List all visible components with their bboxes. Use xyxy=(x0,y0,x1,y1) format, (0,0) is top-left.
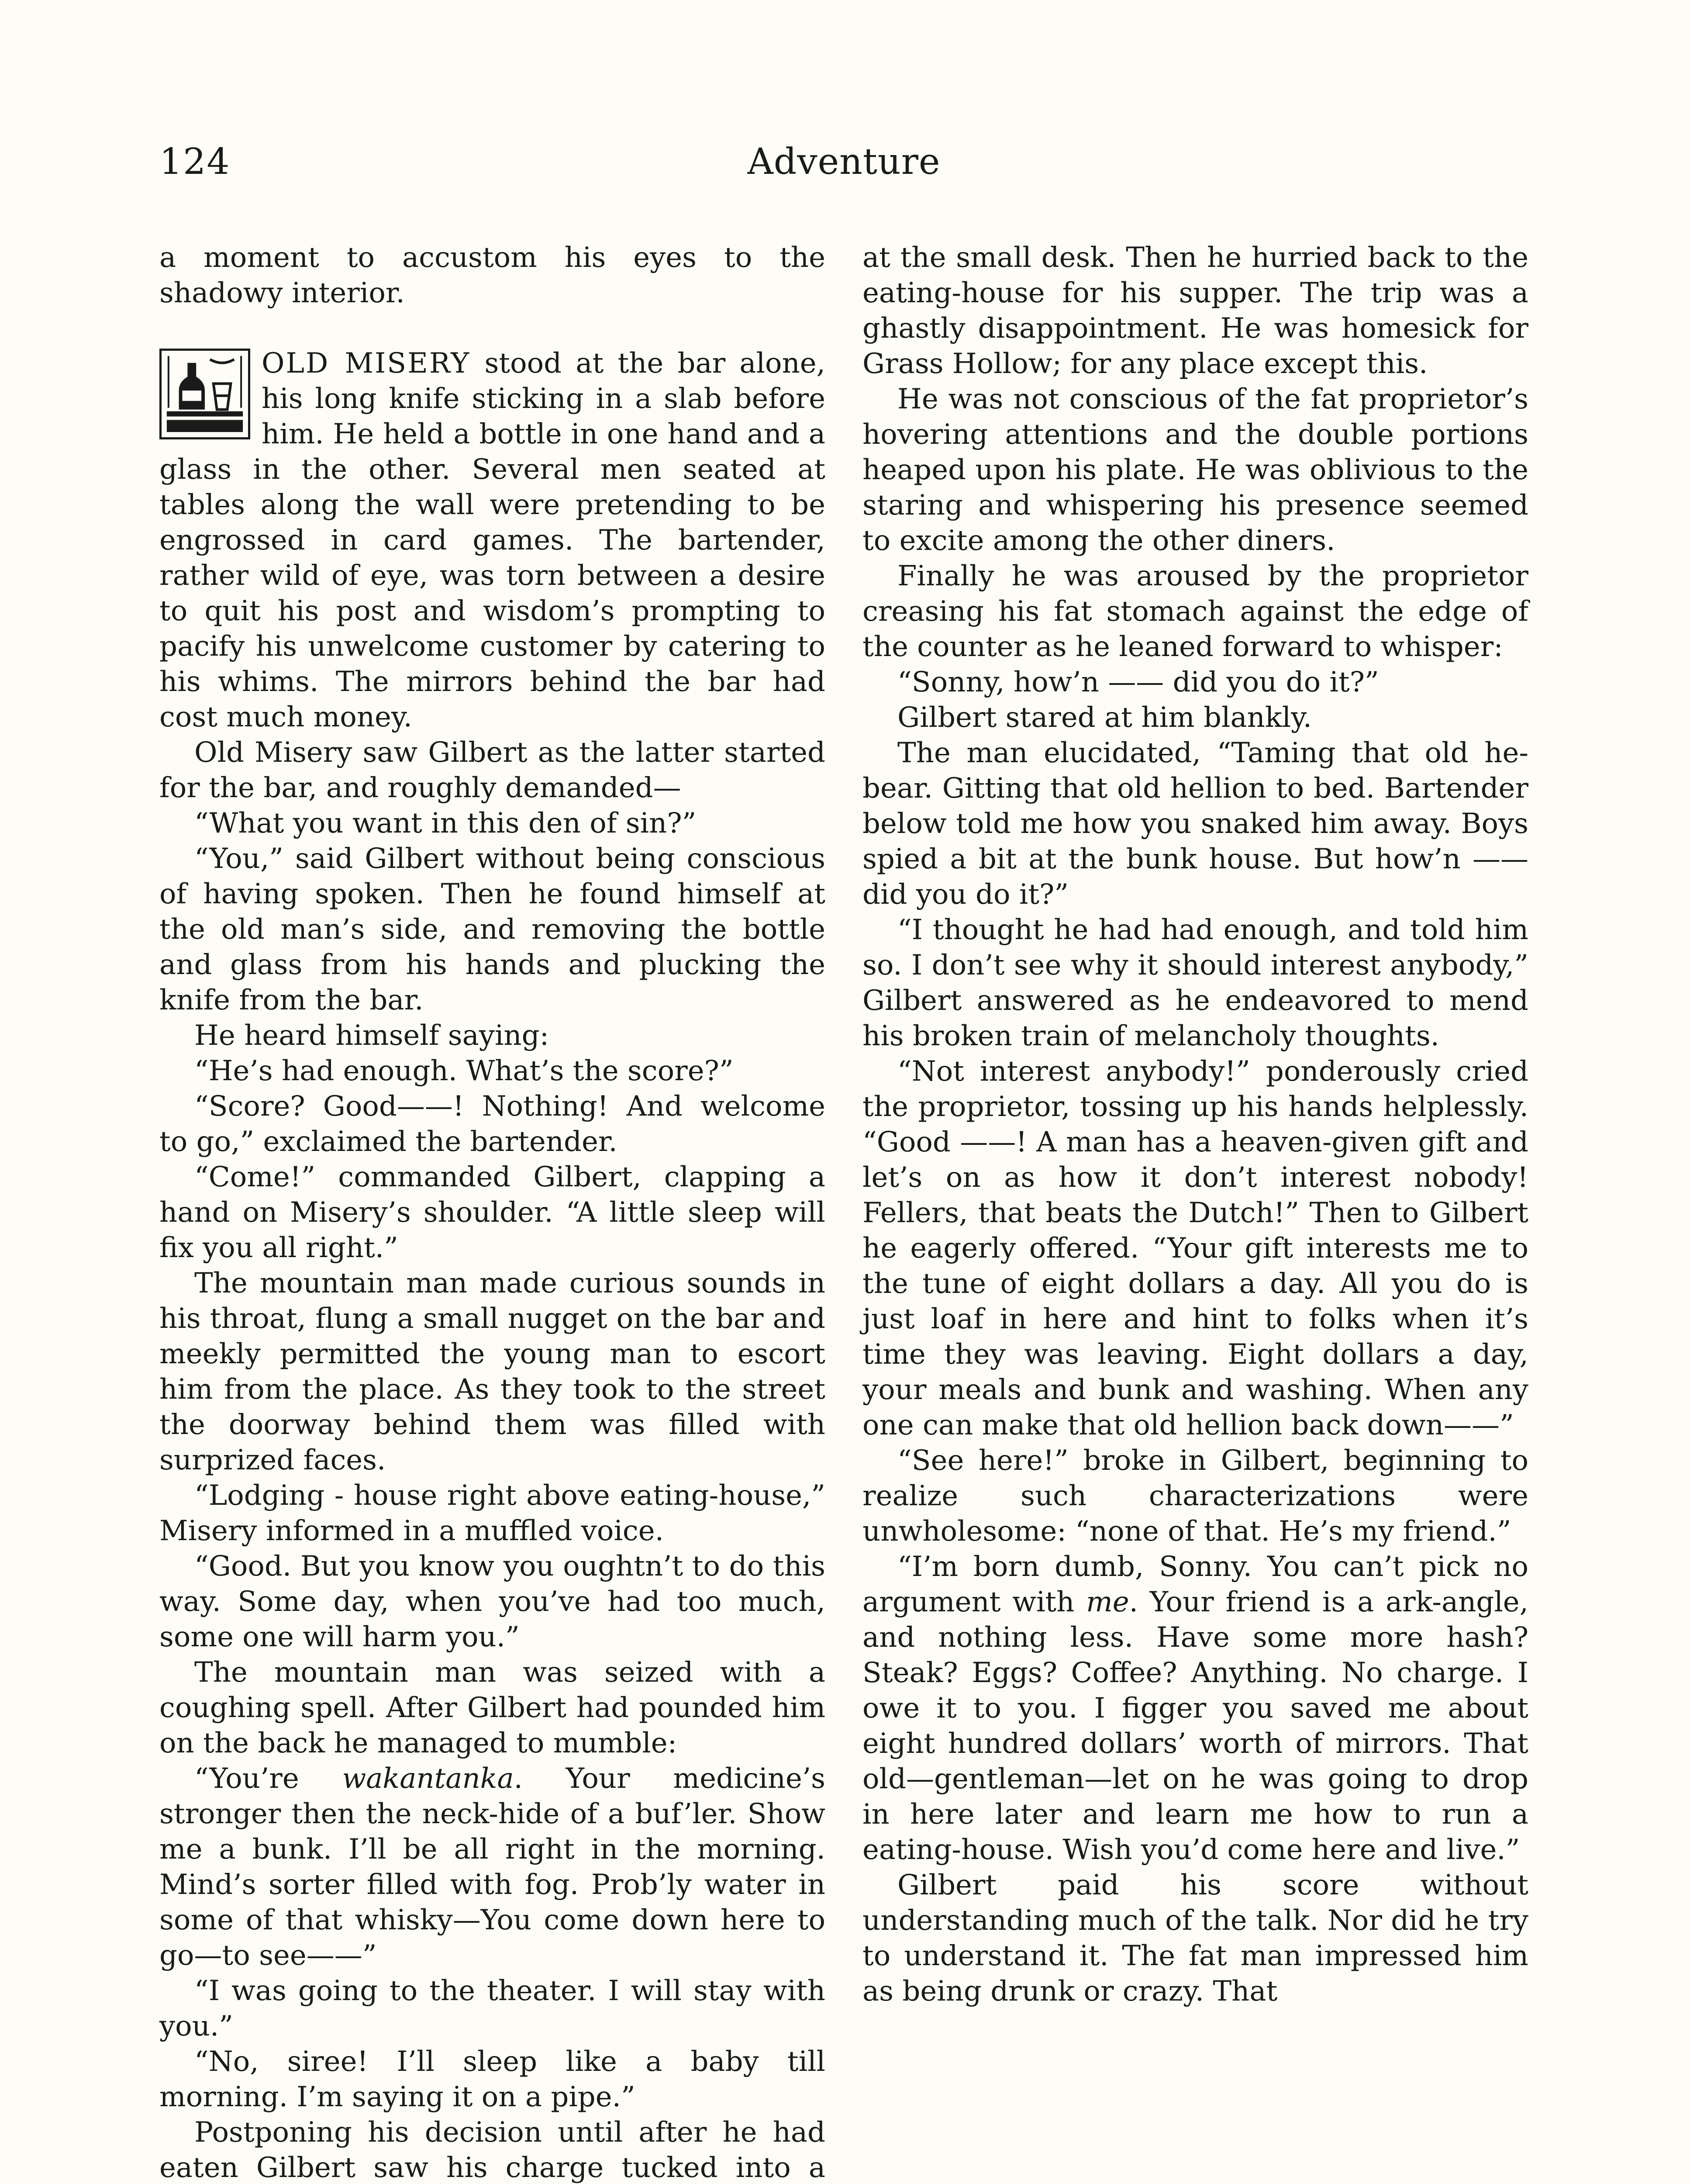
paragraph: “Come!” commanded Gilbert, clapping a hand on Misery’s shoulder. “A little sleep will fix you all right.” xyxy=(159,1161,825,1264)
running-header xyxy=(159,141,1528,197)
paragraph: “What you want in this den of sin?” xyxy=(194,807,697,840)
paragraph xyxy=(862,1549,1528,1868)
paragraph: at the small desk. Then he hurried back to the eating-house for his supper. The trip was a ghastly disappointment. He was homesick for Grass Hollow; for any place except this. xyxy=(862,242,1528,380)
paragraph: Old Misery saw Gilbert as the latter started for the bar, and roughly demanded— xyxy=(159,736,825,804)
paragraph: Finally he was aroused by the proprietor creasing his fat stomach against the edge of the counter as he leaned forward to whisper: xyxy=(862,560,1528,663)
magazine-title: Adventure xyxy=(747,141,941,183)
paragraph-text: stood at the bar alone, his long knife sticking in a slab before him. He held a bottle in one hand and a glass in the other. Several men seated at tables along the wall were pretending to be engrossed in card games. The bartender, rather wild of eye, was torn between a desire to quit his post and wisdom’s prompting to pacify his unwelcome customer by catering to his whims. The mirrors behind the bar had cost much money. xyxy=(159,347,826,733)
paragraph: “Good. But you know you oughtn’t to do this way. Some day, when you’ve had too much, some one will harm you.” xyxy=(159,1550,825,1653)
paragraph: “No, siree! I’ll sleep like a baby till morning. I’m saying it on a pipe.” xyxy=(159,2046,825,2113)
paragraph: The man elucidated, “Taming that old he-bear. Gitting that old hellion to bed. Bartender below told me how you snaked him away. Boys spied a bit at the bunk house. But how’n —— did you do it?” xyxy=(862,737,1528,911)
opening-small-caps: OLD MISERY xyxy=(262,347,471,380)
paragraph-text: “You’re xyxy=(194,1762,342,1795)
italic-word: me xyxy=(1086,1586,1129,1618)
left-column xyxy=(159,240,825,2184)
paragraph: “He’s had enough. What’s the score?” xyxy=(194,1055,734,1087)
page-number: 124 xyxy=(159,141,231,183)
paragraph: “I thought he had had enough, and told him so. I don’t see why it should interest anybody,” Gilbert answered as he endeavored to mend his broken train of melancholy thoughts. xyxy=(862,914,1528,1052)
paragraph: “Score? Good——! Nothing! And welcome to go,” exclaimed the bartender. xyxy=(159,1090,825,1158)
paragraph: “Lodging - house right above eating-house,” Misery informed in a muffled voice. xyxy=(159,1479,825,1547)
paragraph: a moment to accustom his eyes to the shadowy interior. xyxy=(159,242,825,309)
paragraph: Postponing his decision until after he had eaten Gilbert saw his charge tucked into a xyxy=(159,2116,825,2184)
paragraph: The mountain man was seized with a coughing spell. After Gilbert had pounded him on the back he managed to mumble: xyxy=(159,1656,825,1759)
paragraph: The mountain man made curious sounds in his throat, flung a small nugget on the bar and meekly permitted the young man to escort him from the place. As they took to the street the doorway behind them was filled with surprized faces. xyxy=(159,1267,825,1476)
paragraph: “You,” said Gilbert without being conscious of having spoken. Then he found himself at the old man’s side, and removing the bottle and glass from his hands and plucking the knife from the bar. xyxy=(159,843,825,1016)
paragraph: He heard himself saying: xyxy=(194,1019,549,1052)
section-opening-paragraph xyxy=(159,346,825,735)
paragraph-text: “I’m born dumb, Sonny. You can’t pick no argument with xyxy=(862,1551,1528,1618)
paragraph-text: . Your medicine’s stronger then the neck-hide of a buf’ler. Show me a bunk. I’ll be all right in the morning. Mind’s sorter filled with fog. Prob’ly water in some of that whisky—You come down here to go—to see——” xyxy=(159,1762,825,1972)
paragraph: “See here!” broke in Gilbert, beginning to realize such characterizations were unwholesome: “none of that. He’s my friend.” xyxy=(862,1444,1528,1548)
bottle-and-glass-icon xyxy=(159,349,250,439)
paragraph: Gilbert paid his score without understanding much of the talk. Nor did he try to understand it. The fat man impressed him as being drunk or crazy. That xyxy=(862,1869,1528,2008)
paragraph: “Not interest anybody!” ponderously cried the proprietor, tossing up his hands helplessly. “Good ——! A man has a heaven-given gift and let’s on as how it don’t interest nobody! Fellers, that beats the Dutch!” Then to Gilbert he eagerly offered. “Your gift interests me to the tune of eight dollars a day. All you do is just loaf in here and hint to folks when it’s time they was leaving. Eight dollars a day, your meals and bunk and washing. When any one can make that old hellion back down——” xyxy=(862,1055,1528,1441)
paragraph: He was not conscious of the fat proprietor’s hovering attentions and the double portions heaped upon his plate. He was oblivious to the staring and whispering his presence seemed to excite among the other diners. xyxy=(862,383,1528,557)
italic-word: wakantanka xyxy=(342,1762,514,1795)
paragraph: “Sonny, how’n —— did you do it?” xyxy=(897,666,1379,698)
right-column xyxy=(862,240,1528,2009)
paragraph: “I was going to the theater. I will stay with you.” xyxy=(159,1975,825,2042)
paragraph xyxy=(159,1761,825,1973)
paragraph: Gilbert stared at him blankly. xyxy=(897,702,1312,734)
paragraph-text: . Your friend is a ark-angle, and nothing less. Have some more hash? Steak? Eggs? Coffee? Anything. No charge. I owe it to you. I figger you saved me about eight hundred dollars’ worth of mirrors. That old—gentleman—let on he was going to drop in here later and learn me how to run a eating-house. Wish you’d come here and live.” xyxy=(862,1586,1529,1866)
